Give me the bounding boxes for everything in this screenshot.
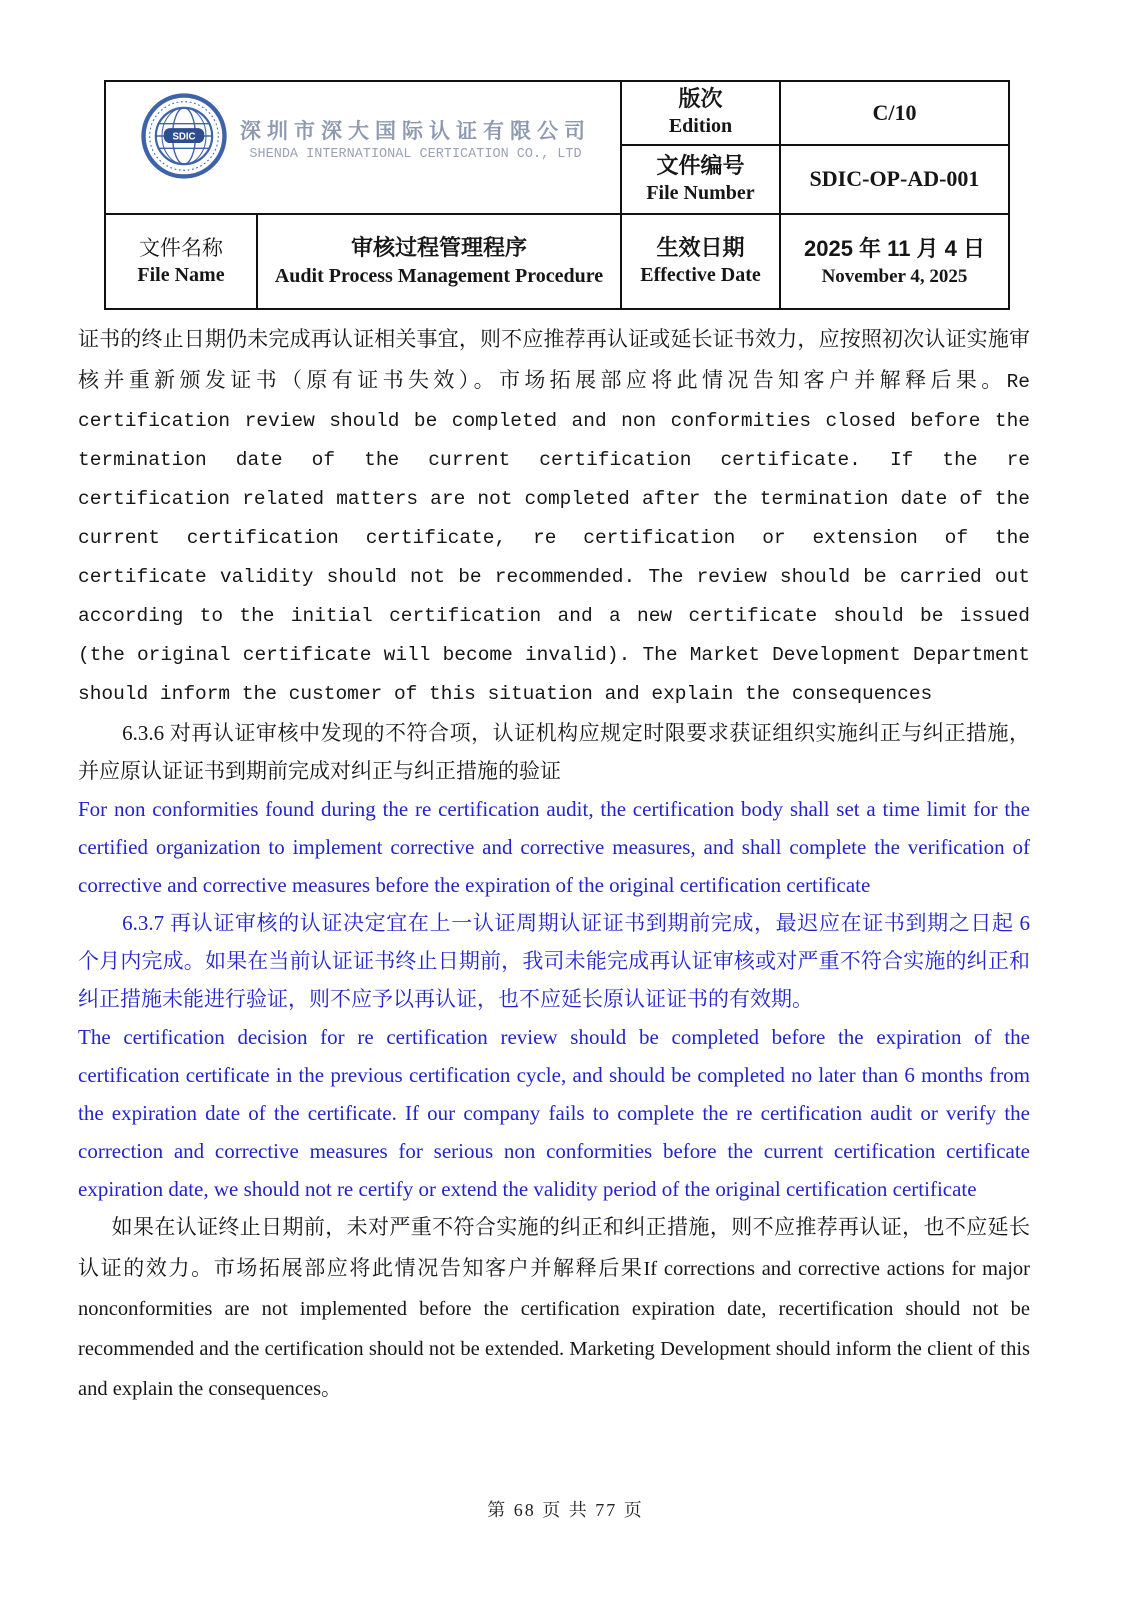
effective-date-value-en: November 4, 2025	[821, 265, 968, 287]
effective-date-value-zh: 2025 年 11 月 4 日	[804, 235, 985, 261]
effective-date-value-cell	[780, 214, 1009, 309]
company-logo-cell	[105, 81, 621, 214]
edition-label-en: Edition	[668, 115, 733, 138]
file-name-value-cell	[257, 214, 621, 309]
file-number-label-en: File Number	[646, 181, 755, 204]
paragraph-6-chinese-text: 如果在认证终止日期前，未对严重不符合实施的纠正和纠正措施，则不应推荐再认证，也不应延长认证的效力。市场拓展部应将此情况告知客户并解释后果	[78, 1215, 1030, 1280]
effective-date-label-zh: 生效日期	[656, 235, 745, 260]
paragraph-6-3-7-english: The certification decision for re certification review should be completed before the expiration of the certification certificate in the previous certification cycle, and should be completed no later than 6 months from the expiration date of the certificate. If our company fails to complete the re certification audit or verify the correction and corrective measures for serious non conformities before the current certification certificate expiration date, we should not re certify or extend the validity period of the original certification certificate	[78, 1025, 1030, 1201]
paragraph-recertification-continuation	[78, 320, 1030, 714]
document-body	[78, 320, 1030, 1410]
paragraph-6-3-7-chinese: 6.3.7 再认证审核的认证决定宜在上一认证周期认证证书到期前完成，最迟应在证书到期之日起 6 个月内完成。如果在当前认证证书终止日期前，我司未能完成再认证审核或对严重不符合实施的纠正和纠正措施未能进行验证，则不应予以再认证，也不应延长原认证证书的有效期。	[78, 911, 1030, 1011]
paragraph-no-recertification	[78, 1208, 1030, 1410]
edition-value: C/10	[872, 99, 917, 125]
paragraph-6-3-6-english: For non conformities found during the re certification audit, the certification body shall set a time limit for the certified organization to implement corrective and corrective measures, and shall complete the verification of corrective and corrective measures before the expiration of the original certification certificate	[78, 797, 1030, 897]
effective-date-label-en: Effective Date	[640, 264, 761, 286]
paragraph-6-english-text: If corrections and corrective actions for major nonconformities are not implemented before the certification expiration date, recertification should not be recommended and the certification should not be extended. Marketing Development should inform the client of this and explain the consequences。	[78, 1258, 1030, 1400]
logo-badge-text: SDIC	[172, 131, 196, 143]
file-name-value-zh: 审核过程管理程序	[350, 235, 527, 260]
file-number-value-cell	[780, 145, 1009, 214]
edition-label-cell	[621, 81, 780, 145]
file-number-label-zh: 文件编号	[656, 152, 745, 178]
file-name-value-en: Audit Process Management Procedure	[274, 265, 604, 287]
company-name-zh: 深圳市深大国际认证有限公司	[240, 120, 591, 143]
file-number-value: SDIC-OP-AD-001	[809, 166, 980, 192]
paragraph-1-english-text: Re certification review should be completed and non conformities closed before the termination date of the current certification certificate. If the re certification related matters are not completed after the termination date of the current certification certificate, re certification or extension of the certificate validity should not be recommended. The review should be carried out according to the initial certification and a new certificate should be issued (the original certificate will become invalid). The Market Development Department should inform the customer of this situation and explain the consequences	[78, 371, 1030, 705]
edition-value-cell	[780, 81, 1009, 145]
company-name-en: SHENDA INTERNATIONAL CERTICATION CO., LTD	[249, 147, 582, 162]
file-name-label-en: File Name	[137, 264, 225, 286]
page-number-footer: 第 68 页 共 77 页	[487, 1500, 644, 1520]
effective-date-label-cell	[621, 214, 780, 309]
file-number-label-cell	[621, 145, 780, 214]
document-header-table	[104, 80, 1010, 310]
paragraph-6-3-6-chinese: 6.3.6 对再认证审核中发现的不符合项，认证机构应规定时限要求获证组织实施纠正与纠正措施，并应原认证证书到期前完成对纠正与纠正措施的验证	[78, 721, 1030, 783]
edition-label-zh: 版次	[678, 86, 723, 112]
paragraph-1-chinese-text: 证书的终止日期仍未完成再认证相关事宜，则不应推荐再认证或延长证书效力，应按照初次认证实施审核并重新颁发证书（原有证书失效）。市场拓展部应将此情况告知客户并解释后果。	[78, 327, 1030, 392]
sdic-globe-logo-icon	[140, 92, 228, 185]
file-name-label-cell	[105, 214, 257, 309]
file-name-label-zh: 文件名称	[139, 236, 223, 260]
